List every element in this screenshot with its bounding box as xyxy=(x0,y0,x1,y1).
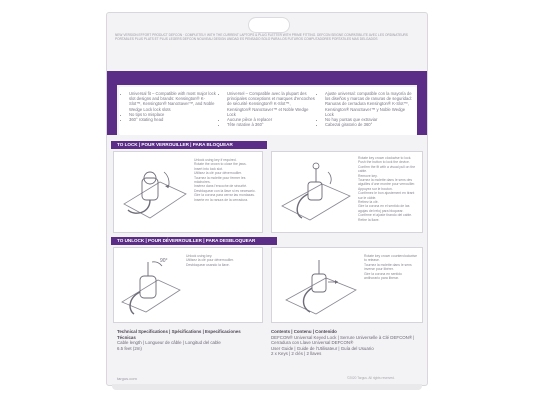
lock-step-text: Remove key. xyxy=(358,173,378,178)
feature-es-3: • Cabezal giratorio de 360° xyxy=(325,122,413,127)
features-es xyxy=(319,91,413,127)
lock-section-title: TO LOCK | POUR VERROUILLER | PARA BLOQUEAR xyxy=(111,141,267,149)
lock-step-text: Retire la llave. xyxy=(358,217,380,222)
top-notice-text: NEW VERSION EFFORT PRODUCT DEFCON · COMPLETELY WITH THE CURRENT LAPTOPS & PLUG FLETTER WITH PRIME FITTING. DEFCON SEIGNE COMPATIBILITE AVEC LES ORDINATEURS PORTABLES PLUS PLATS ET PLUS LEGERS DEFCON NOUVEAU DESIGN UNIDAD ES PENSADO SOLO PARA LOS FUTUROS COMPUTADORES PORTATILES MAS DELGADOS xyxy=(115,33,408,42)
contents-title: Contents | Contenu | Contenido xyxy=(271,329,337,334)
lock-step-text: Tournez la molette dans le sens des aiguilles d'une montre pour verrouiller. Appuyez sur le bouton. xyxy=(358,178,416,191)
lock-step-text: Tournez la molette pour fermer les mâchoires. xyxy=(194,175,246,185)
lock-step-text: Rotate key crown clockwise to lock. Push the button to lock the device. xyxy=(358,156,412,165)
lock-step-text: Confirmez le bon ajustement en tirant sur le câble. xyxy=(358,191,415,200)
unlock-step-text: Gire la corona en sentido antihorario para liberar. xyxy=(364,271,402,281)
lock-step-panel-1 xyxy=(113,151,263,233)
unlock-step-text: Rotate key crown counterclockwise to release. xyxy=(364,254,417,263)
features-fr xyxy=(221,91,315,127)
features-box xyxy=(119,87,417,135)
lock-step-text: Retirez la clé. xyxy=(358,200,379,205)
unlock-illustration-icon xyxy=(118,252,184,318)
unlock-step-panel-2 xyxy=(271,247,423,323)
contents-line: User Guide | Guide de l'Utilisateur | Guía del Usuario xyxy=(271,345,374,351)
purple-side-right xyxy=(417,71,427,135)
lock-turn-illustration-icon xyxy=(278,160,354,226)
lock-step-text: Confirm the fit with a visual pull on the cable. xyxy=(358,164,416,174)
hang-tab-hole xyxy=(248,17,290,33)
feature-fr-3: • Tête rotative à 360° xyxy=(227,122,315,127)
lock-step-text: Confirme el ajuste tirando del cable. xyxy=(358,213,413,218)
package-back xyxy=(106,12,428,386)
specs-title: Technical Specifications | Spécifications | Especificaciones Técnicas xyxy=(117,329,241,340)
lock-step-text: Inserte en la ranura de la cerradura. xyxy=(194,197,249,202)
unlock-step-text: Desbloquear usando la llave. xyxy=(186,262,230,267)
lock-step-text: Gire la corona en el sentido de las agujas del reloj para bloquear. xyxy=(358,204,410,213)
lock-step-text: Rotate the crown to close the jaws. xyxy=(194,162,247,167)
feature-fr-2: • Aucune pièce à replacer xyxy=(227,117,315,122)
unlock-step-text: Utilisez la clé pour déverrouiller. xyxy=(186,258,234,263)
copyright-text: ©2020 Targus. All rights reserved. xyxy=(347,376,395,380)
unlock-step-text: Tournez la molette dans le sens inverse pour libérer. xyxy=(364,262,412,272)
unlock-release-illustration-icon xyxy=(280,252,360,318)
angle-label: 90° xyxy=(160,258,168,264)
lock-step-text: Insérez dans l'encoche de sécurité. xyxy=(194,184,248,189)
feature-en-2: • No tips to misplace xyxy=(129,112,217,117)
unlock-section-title: TO UNLOCK | POUR DÉVERROUILLER | PARA DESBLOQUEAR xyxy=(111,237,277,245)
features-en xyxy=(123,91,217,122)
brand-url: targus.com xyxy=(117,376,137,381)
lock-step-text: Gire la corona para cerrar las mordazas. xyxy=(194,193,255,198)
technical-specifications xyxy=(117,329,257,351)
lock-step-text: Insert into lock slot. xyxy=(194,166,224,171)
purple-band xyxy=(107,71,428,85)
unlock-step-panel-1 xyxy=(113,247,263,323)
contents-line: DEFCON® Universal Keyed Lock | Serrure Universelle à Clé DEFCON® | Cerradura con Llave Universal DEFCON® xyxy=(271,334,415,346)
contents-line: 2 x Keys | 2 clés | 2 llaves xyxy=(271,351,322,357)
feature-es-1: • Ajuste universal: compatible con la mayoría de los diseños y marcas de ranuras de seguridad: Ranuras de cerradura Kensington® K-Slot™, Kensington® NanoSaver™ y Noble Wedge Lock xyxy=(325,91,413,117)
package-contents xyxy=(271,329,421,357)
specs-value: 6.5 feet (2m) xyxy=(117,345,142,351)
unlock-step-text: Unlock using key. xyxy=(186,254,213,258)
lock-step-panel-2 xyxy=(271,151,423,233)
lock-step-text: Utilisez la clé pour déverrouiller. xyxy=(194,171,242,176)
lock-illustration-icon xyxy=(120,160,190,226)
specs-line: Cable length | Longueur de câble | Longitud del cable xyxy=(117,340,221,346)
package-bottom-edge xyxy=(112,384,422,390)
purple-side-left xyxy=(107,71,117,135)
feature-es-2: • No hay puntas que extraviar xyxy=(325,117,413,122)
lock-step-text: Unlock using key if required. xyxy=(194,158,237,162)
feature-en-3: • 360° rotating head xyxy=(129,117,217,122)
feature-en-1: • Universal fit – Compatible with most major lock slot designs and brands: Kensington® K-Slot™, Kensington® NanoSaver™, and Noble Wedge Lock lock slots xyxy=(129,91,217,112)
feature-fr-1: • Universel – Compatible avec la plupart des principales conceptions et marques d'encoches de sécurité Kensington® K-Slot™, Kensington® NanoSaver™ et Noble Wedge Lock xyxy=(227,91,315,117)
lock-step-text: Desbloquear con la llave si es necesario. xyxy=(194,188,256,193)
